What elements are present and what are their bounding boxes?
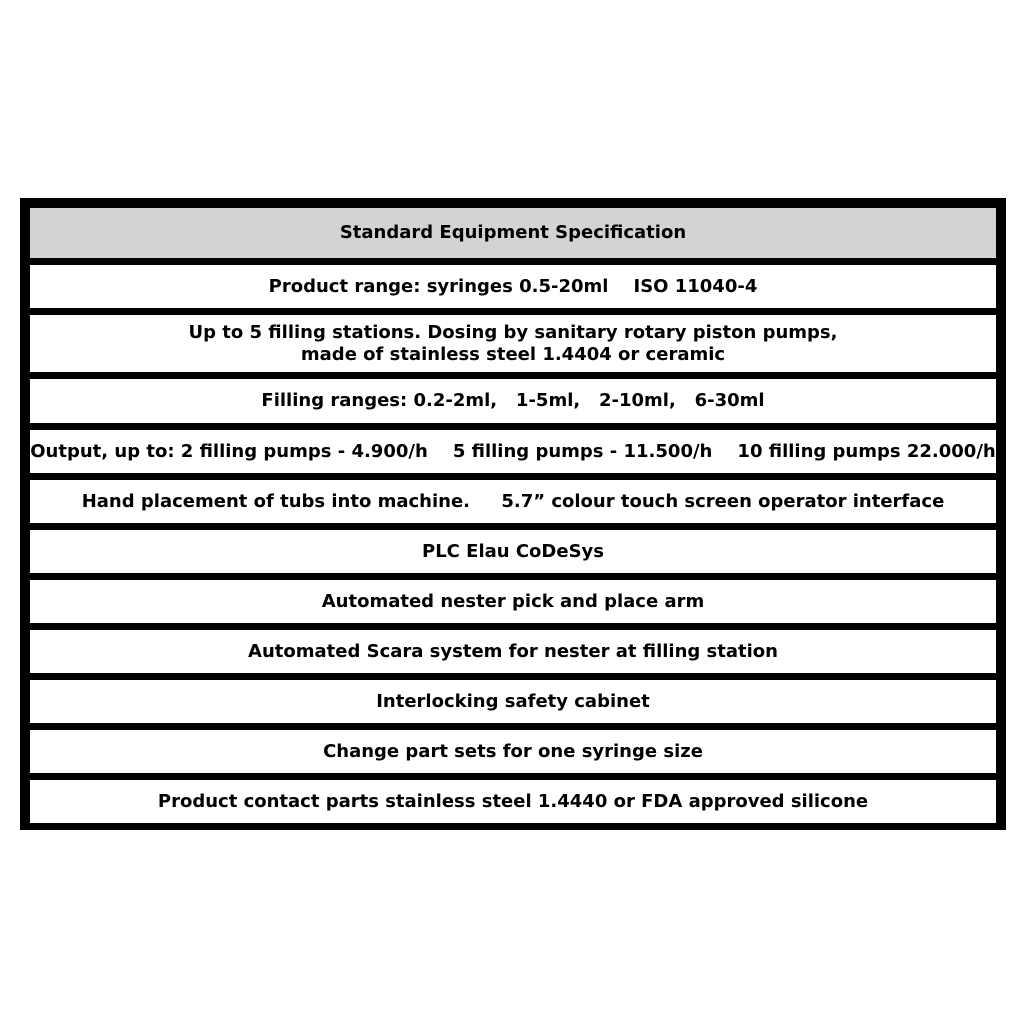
table-row-change-parts: [30, 730, 996, 773]
row-text: PLC Elau CoDeSys: [422, 540, 604, 562]
row-text: Automated Scara system for nester at filling station: [248, 640, 778, 662]
table-header-label: Standard Equipment Specification: [339, 222, 687, 243]
table-row-scara: [30, 630, 996, 673]
row-text-line-1: Up to 5 filling stations. Dosing by sanitary rotary piston pumps,: [188, 321, 838, 343]
spec-table: [20, 198, 1006, 830]
table-row-filling-ranges: [30, 379, 996, 423]
row-text: Output, up to: 2 filling pumps - 4.900/h 5 filling pumps - 11.500/h 10 filling pumps 22.000/h: [30, 440, 996, 462]
row-text-line-2: made of stainless steel 1.4404 or ceramic: [300, 343, 726, 365]
row-text: Product range: syringes 0.5-20ml ISO 11040-4: [268, 275, 758, 297]
table-row-nester-arm: [30, 580, 996, 623]
row-text: Product contact parts stainless steel 1.4440 or FDA approved silicone: [157, 790, 869, 812]
table-row-product-range: [30, 265, 996, 308]
row-text: Filling ranges: 0.2-2ml, 1-5ml, 2-10ml, 6-30ml: [261, 390, 765, 411]
row-text: Change part sets for one syringe size: [323, 740, 703, 762]
table-row-plc: [30, 530, 996, 573]
table-header: [30, 208, 996, 258]
table-row-contact-parts: [30, 780, 996, 823]
table-row-filling-stations: [30, 315, 996, 372]
row-text: Automated nester pick and place arm: [321, 590, 705, 612]
row-text-block: [189, 322, 838, 366]
row-text: Interlocking safety cabinet: [376, 690, 650, 712]
row-text: Hand placement of tubs into machine. 5.7” colour touch screen operator interface: [81, 490, 945, 512]
table-row-output: [30, 430, 996, 473]
table-row-hand-placement: [30, 480, 996, 523]
table-row-safety-cabinet: [30, 680, 996, 723]
